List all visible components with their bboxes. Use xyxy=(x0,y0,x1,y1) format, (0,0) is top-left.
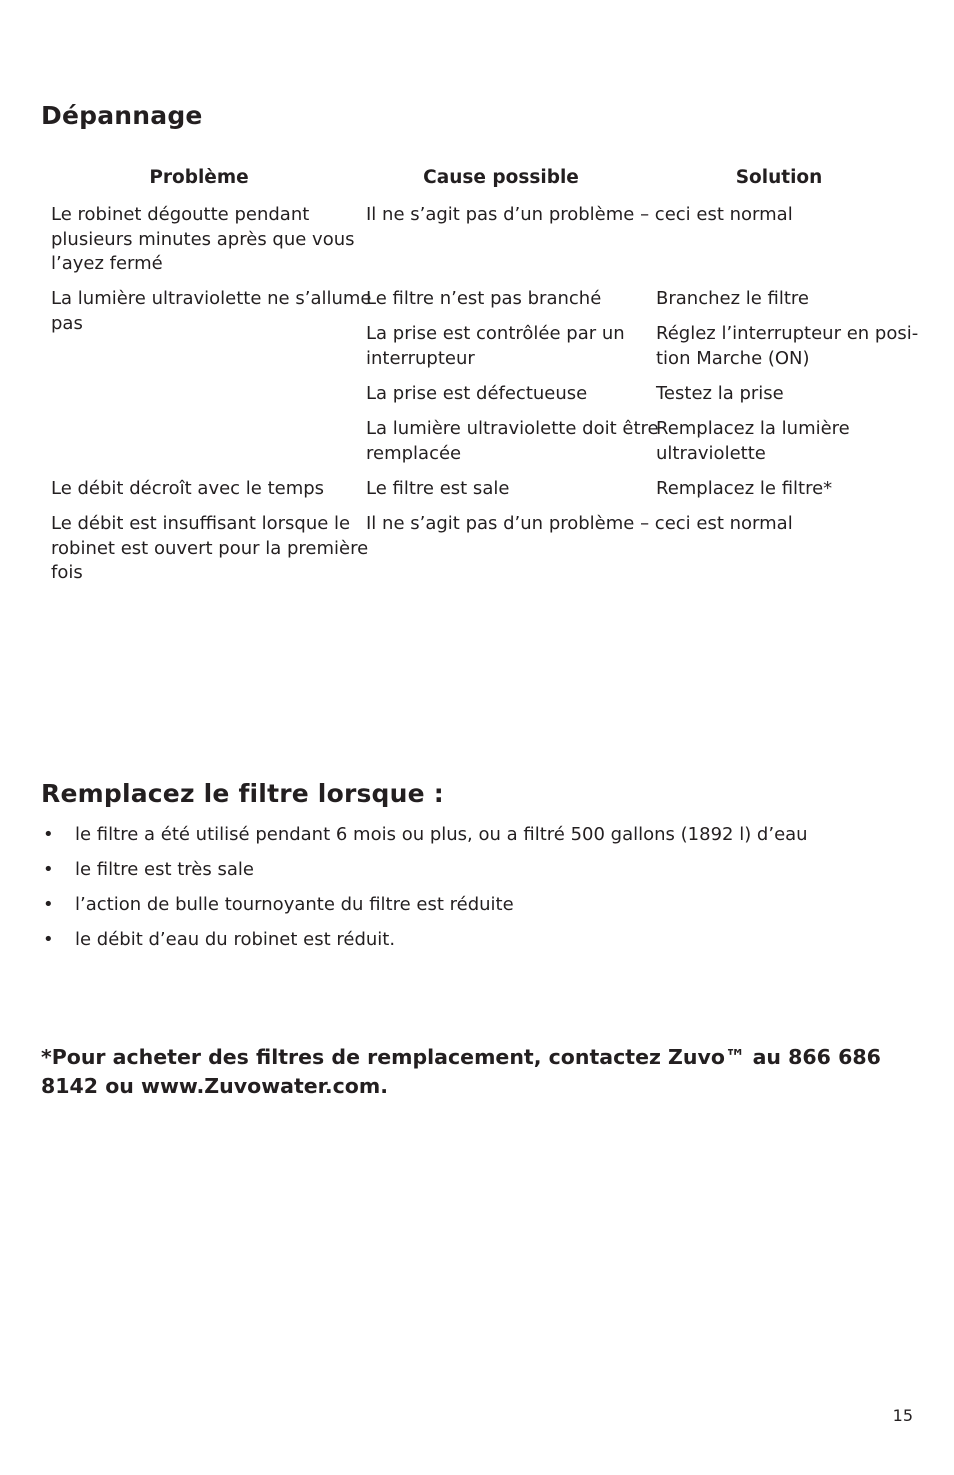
list-item-text: le filtre a été utilisé pendant 6 mois ou plus, ou a filtré 500 gallons (1892 l) d’eau xyxy=(75,824,808,845)
list-item-text: l’action de bulle tournoyante du filtre est réduite xyxy=(75,894,514,915)
list-item xyxy=(41,823,808,858)
solution-cell: Branchez le filtre xyxy=(656,288,810,309)
purchase-footnote: *Pour acheter des filtres de remplacement, contactez Zuvo™ au 866 686 8142 ou www.Zuvowater.com. xyxy=(41,1045,881,1098)
solution-cell: Réglez l’interrupteur en posi- tion Marche (ON) xyxy=(656,323,919,369)
bullet-icon: • xyxy=(43,894,54,915)
problem-cell: Le robinet dégoutte pendant plusieurs minutes après que vous l’ayez fermé xyxy=(51,204,355,274)
list-item xyxy=(41,928,808,963)
problem-cell: La lumière ultraviolette ne s’allume pas xyxy=(51,288,372,334)
column-header-solution: Solution xyxy=(735,167,823,188)
column-header-problem: Problème xyxy=(149,167,249,188)
solution-cell: Remplacez le filtre* xyxy=(656,478,833,499)
cause-cell: La prise est défectueuse xyxy=(366,383,588,404)
cause-cell: Le filtre n’est pas branché xyxy=(366,288,602,309)
list-item-text: le débit d’eau du robinet est réduit. xyxy=(75,929,396,950)
problem-cell: Le débit décroît avec le temps xyxy=(51,478,325,499)
bullet-icon: • xyxy=(43,824,54,845)
bullet-icon: • xyxy=(43,929,54,950)
list-item xyxy=(41,893,808,928)
section-title-replace-filter: Remplacez le filtre lorsque : xyxy=(41,779,444,808)
cause-cell: Il ne s’agit pas d’un problème – ceci est normal xyxy=(366,204,793,225)
problem-cell: Le débit est insuffisant lorsque le robinet est ouvert pour la première fois xyxy=(51,513,369,583)
cause-cell: Il ne s’agit pas d’un problème – ceci est normal xyxy=(366,513,793,534)
section-title-troubleshooting: Dépannage xyxy=(41,101,203,130)
cause-cell: La lumière ultraviolette doit être remplacée xyxy=(366,418,659,464)
page-number: 15 xyxy=(892,1406,913,1425)
bullet-icon: • xyxy=(43,859,54,880)
solution-cell: Remplacez la lumière ultraviolette xyxy=(656,418,850,464)
cause-cell: La prise est contrôlée par un interrupteur xyxy=(366,323,625,369)
list-item-text: le filtre est très sale xyxy=(75,859,254,880)
replace-conditions-list xyxy=(41,823,808,963)
list-item xyxy=(41,858,808,893)
column-header-cause: Cause possible xyxy=(423,167,579,188)
cause-cell: Le filtre est sale xyxy=(366,478,510,499)
solution-cell: Testez la prise xyxy=(656,383,784,404)
